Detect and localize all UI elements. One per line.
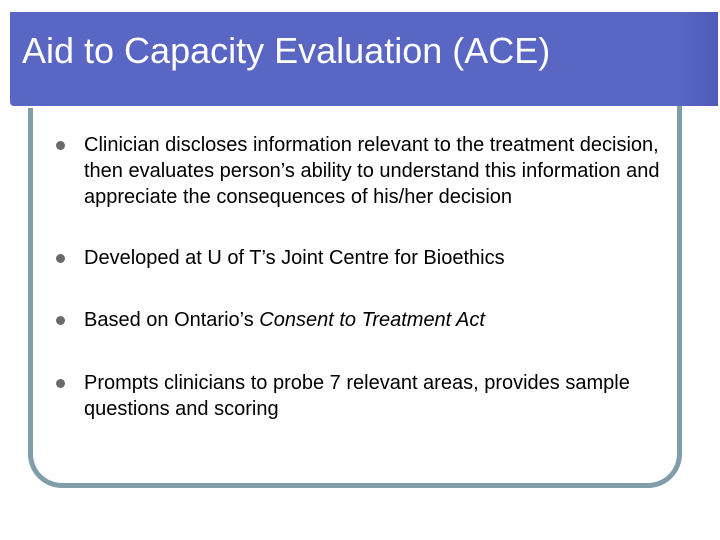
bullet-text: Prompts clinicians to probe 7 relevant areas, provides sample questions and scoring [84, 372, 630, 420]
bullet-item [56, 245, 676, 271]
title-underline [20, 106, 648, 108]
bullet-dot-icon [56, 316, 65, 325]
bullet-item [56, 307, 676, 333]
bullet-dot-icon [56, 254, 65, 263]
bullet-item [56, 370, 676, 422]
act-name: Consent to Treatment Act [259, 309, 485, 331]
bullet-text-prefix: Based on Ontario’s [84, 309, 260, 331]
title-bar-shade [678, 12, 718, 106]
bullet-text: Clinician discloses information relevant to the treatment decision, then evaluates person’s ability to understand this information and appreciate the consequences of his/her decision [84, 134, 660, 208]
slide-title: Aid to Capacity Evaluation (ACE) [22, 30, 551, 71]
bullet-dot-icon [56, 379, 65, 388]
bullet-dot-icon [56, 141, 65, 150]
bullet-item [56, 132, 676, 210]
bullet-list [56, 132, 676, 422]
bullet-text: Developed at U of T’s Joint Centre for Bioethics [84, 247, 505, 269]
